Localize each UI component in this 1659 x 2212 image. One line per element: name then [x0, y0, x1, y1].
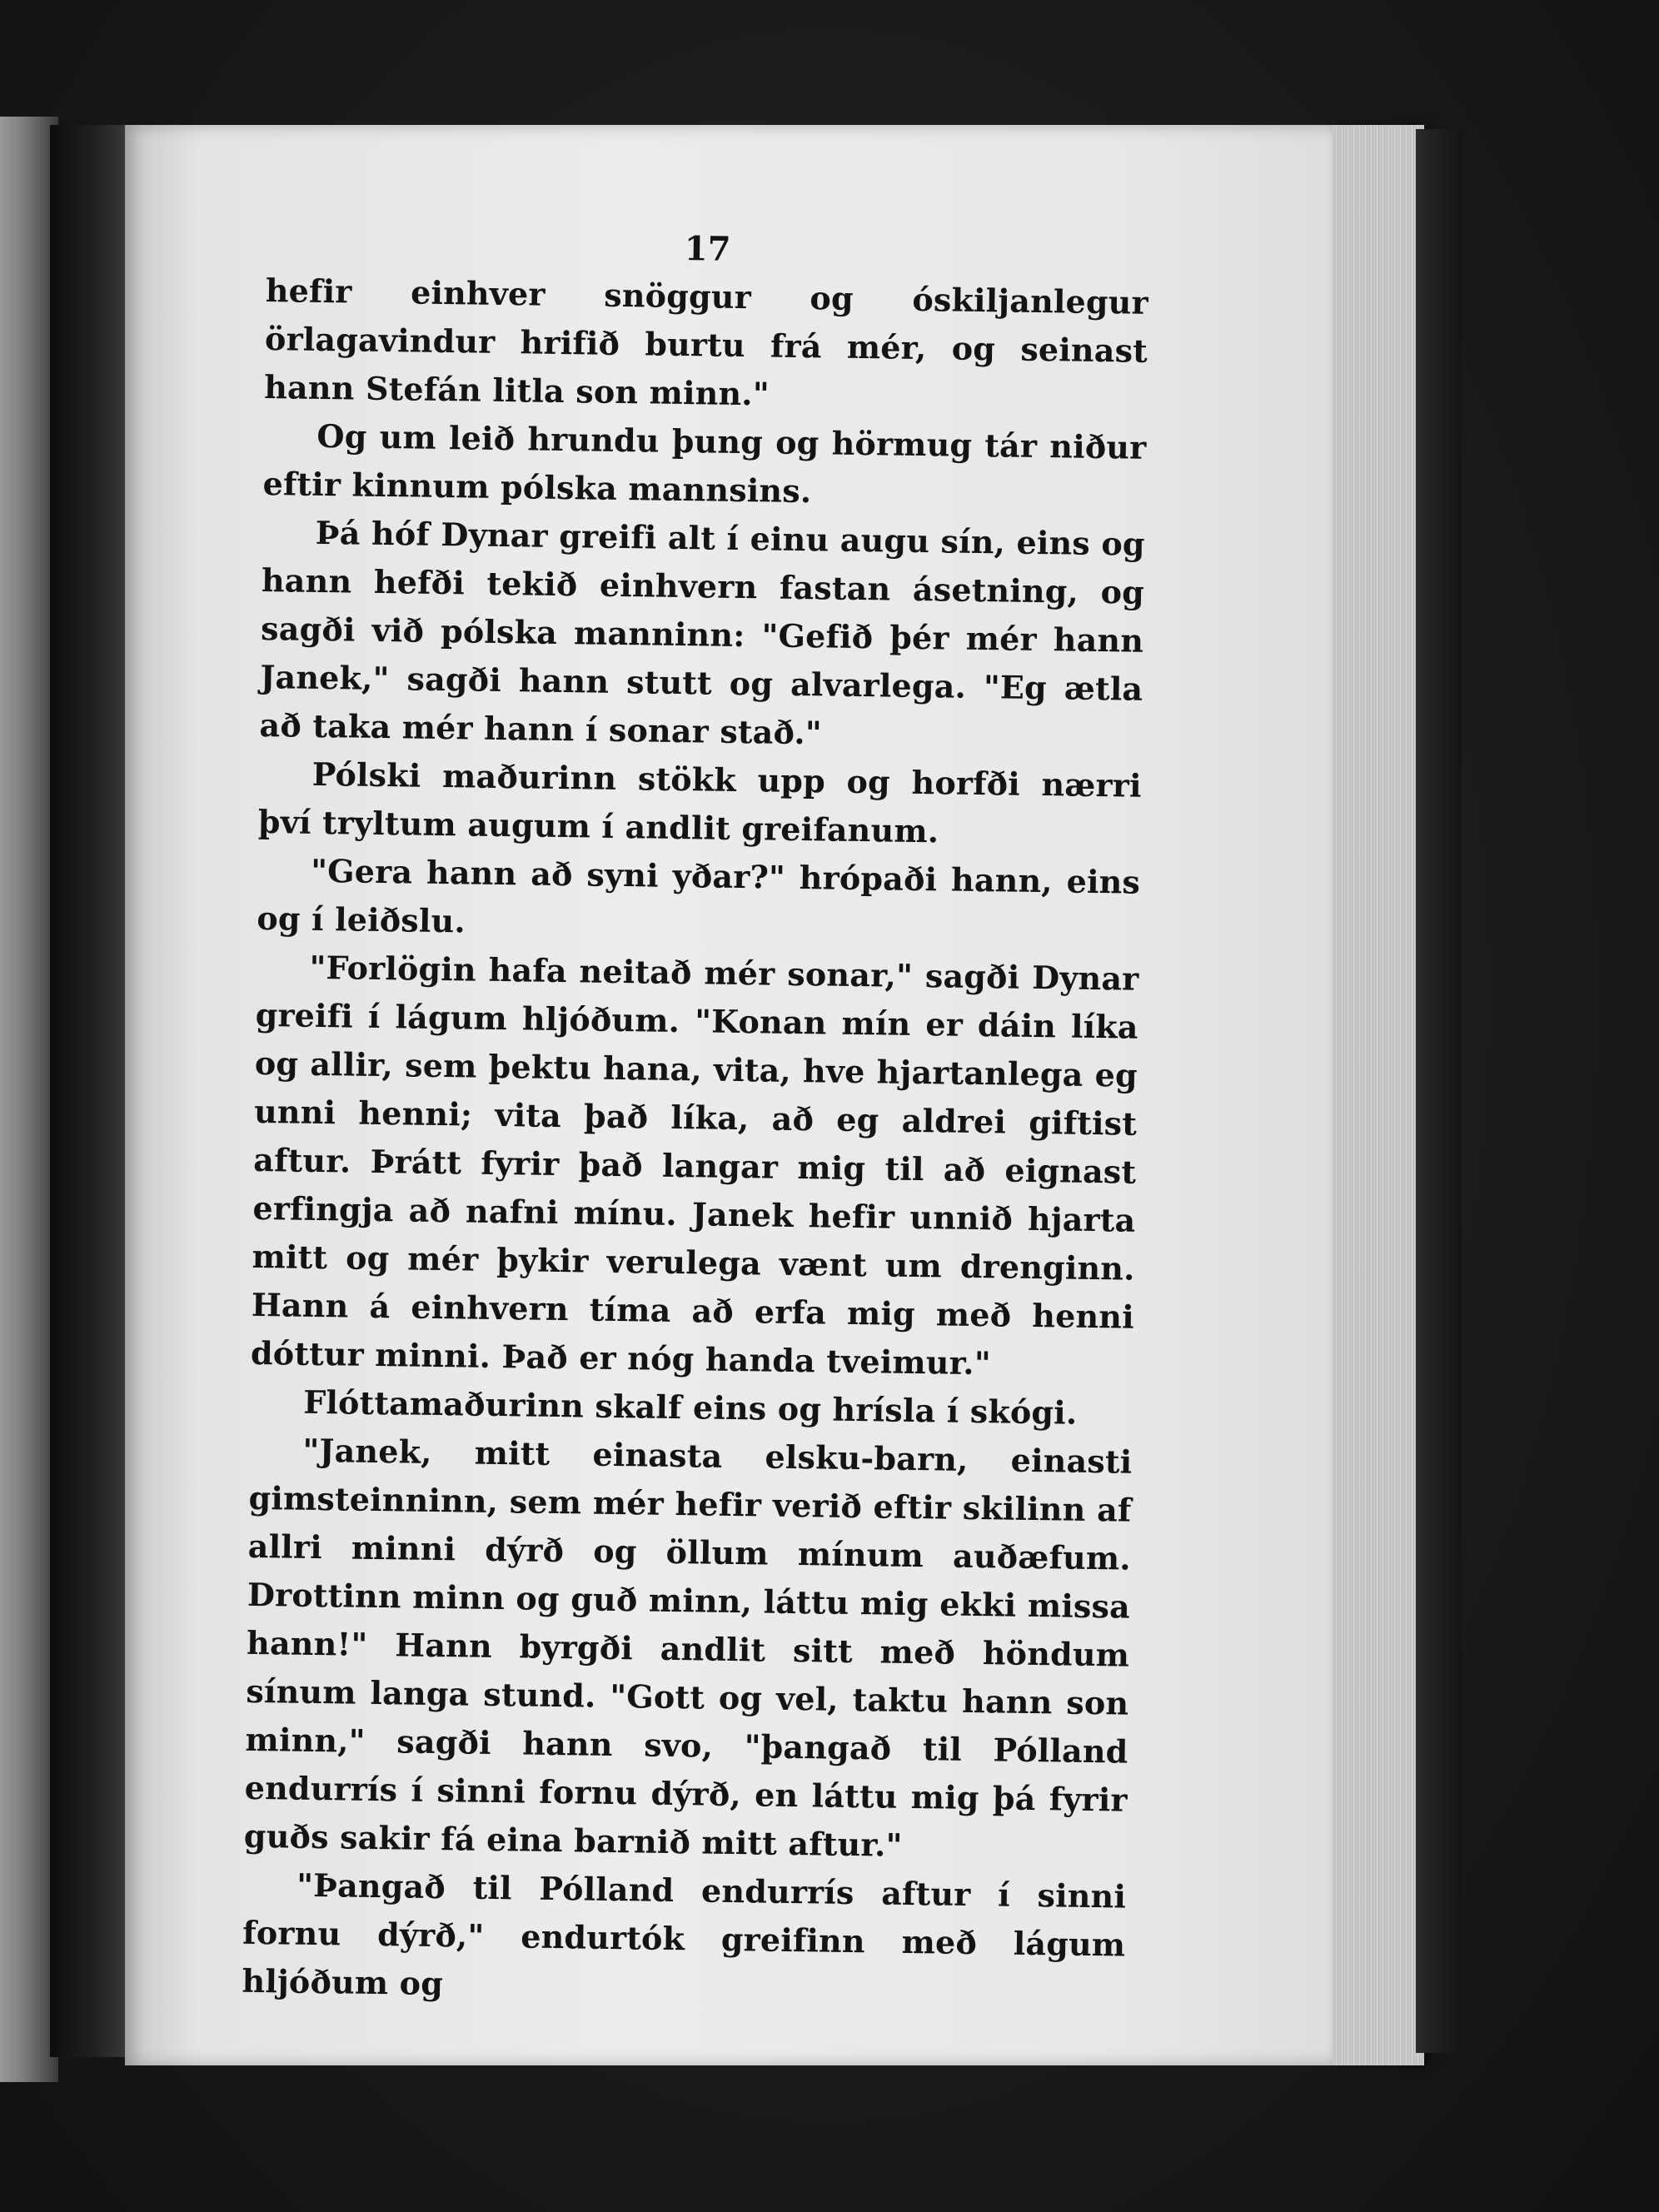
page-number: 17: [684, 229, 731, 269]
paragraph-list: [242, 267, 1148, 2018]
page-stack-edge: [1333, 125, 1424, 2065]
paragraph: Þá hóf Dynar greifi alt í einu augu sín, eins og hann hefði tekið einhvern fastan ásetning, og sagði við pólska manninn: "Gefið þér mér hann Janek," sagði hann stutt og alvarlega. "Eg ætla að taka mér hann í sonar stað.": [259, 513, 1146, 752]
paragraph: "Gera hann að syni yðar?" hrópaði hann, eins og í leiðslu.: [257, 851, 1141, 940]
paragraph: "Þangað til Pólland endurrís aftur í sinni fornu dýrð," endurtók greifinn með lágum hljóðum og: [242, 1866, 1127, 2003]
paragraph: Flóttamaðurinn skalf eins og hrísla í skógi.: [302, 1382, 1078, 1432]
page-text-block: [242, 225, 1149, 2003]
book-gutter: [50, 125, 129, 2057]
paragraph: Pólski maðurinn stökk upp og horfði nærri því tryltum augum í andlit greifanum.: [257, 755, 1143, 850]
paragraph: Og um leið hrundu þung og hörmug tár niður eftir kinnum pólska mannsins.: [262, 416, 1147, 511]
paragraph: hefir einhver snöggur og óskiljanlegur örlagavindur hrifið burtu frá mér, og seinast hann Stefán litla son minn.": [263, 271, 1149, 413]
book-cover-edge: [1416, 129, 1462, 2053]
paragraph: "Janek, mitt einasta elsku-barn, einasti gimsteinninn, sem mér hefir verið eftir skilinn af allri minni dýrð og öllum mínum auðæfum. Drottinn minn og guð minn, láttu mig ekki missa hann!" Hann byrgði andlit sitt með höndum sínum langa stund. "Gott og vel, taktu hann son minn," sagði hann svo, "þangað til Pólland endurrís í sinni fornu dýrð, en láttu mig þá fyrir guðs sakir fá eina barnið mitt aftur.": [243, 1431, 1133, 1864]
paragraph: "Forlögin hafa neitað mér sonar," sagði Dynar greifi í lágum hljóðum. "Konan mín er dáin líka og allir, sem þektu hana, vita, hve hjartanlega eg unni henni; vita það líka, að eg aldrei giftist aftur. Þrátt fyrir það langar mig til að eignast erfingja að nafni mínu. Janek hefir unnið hjarta mitt og mér þykir verulega vænt um drenginn. Hann á einhvern tíma að erfa mig með henni dóttur minni. Það er nóg handa tveimur.": [250, 948, 1139, 1382]
